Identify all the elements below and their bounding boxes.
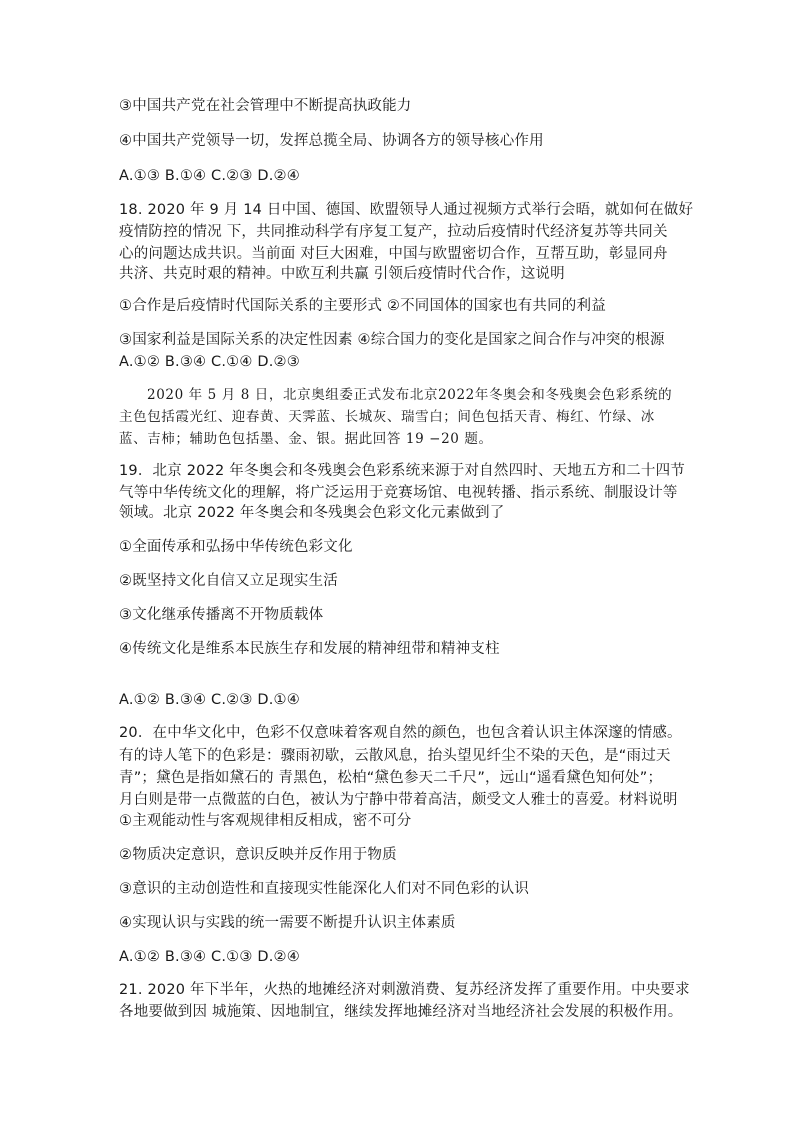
material-line: 主色包括霞光红、迎春黄、天霁蓝、长城灰、瑞雪白；间色包括天青、梅红、竹绿、冰 — [119, 409, 655, 425]
q20-option-2: ②物质决定意识，意识反映并反作用于物质 — [119, 847, 397, 863]
q18-options-1-2: ①合作是后疫情时代国际关系的主要形式 ②不同国体的国家也有共同的利益 — [119, 298, 606, 314]
q20-stem-line: 20．在中华文化中，色彩不仅意味着客观自然的颜色，也包含着认识主体深邃的情感。 — [119, 725, 682, 741]
q20-choices: A.①② B.③④ C.①③ D.②④ — [119, 949, 300, 965]
q20-option-4: ④实现认识与实践的统一需要不断提升认识主体素质 — [119, 915, 456, 931]
q20-stem-line: 青”；黛色是指如黛石的 青黑色，松柏“黛色参天二千尺”，远山“遥看黛色知何处”； — [119, 770, 663, 786]
q18-stem-line: 心的问题达成共识。当前面 对巨大困难，中国与欧盟密切合作，互帮互助，彰显同舟 — [119, 246, 668, 262]
q18-choices: A.①② B.③④ C.①④ D.②③ — [119, 354, 300, 370]
q19-stem-line: 气等中华传统文化的理解，将广泛运用于竞赛场馆、电视转播、指示系统、制服设计等 — [119, 485, 678, 501]
q20-stem-line: 有的诗人笔下的色彩是：骤雨初歇，云散风息，抬头望见纤尘不染的天色，是“雨过天 — [119, 748, 671, 764]
q18-stem-line: 疫情防控的情况 下，共同推动科学有序复工复产，拉动后疫情时代经济复苏等共同关 — [119, 224, 668, 240]
q21-stem-line: 21. 2020 年下半年，火热的地摊经济对刺激消费、复苏经济发挥了重要作用。中央要求 — [119, 982, 690, 998]
q17-choices: A.①③ B.①④ C.②③ D.②④ — [119, 168, 300, 184]
q19-stem-line: 19．北京 2022 年冬奥会和冬残奥会色彩系统来源于对自然四时、天地五方和二十四节 — [119, 463, 685, 479]
q17-option-3: ③中国共产党在社会管理中不断提高执政能力 — [119, 98, 412, 114]
q18-stem-line: 共济、共克时艰的精神。中欧互利共赢 引领后疫情时代合作，这说明 — [119, 266, 565, 282]
q17-option-4: ④中国共产党领导一切，发挥总揽全局、协调各方的领导核心作用 — [119, 133, 544, 149]
q19-option-4: ④传统文化是维系本民族生存和发展的精神纽带和精神支柱 — [119, 641, 500, 657]
q20-option-3: ③意识的主动创造性和直接现实性能深化人们对不同色彩的认识 — [119, 881, 530, 897]
q19-option-2: ②既坚持文化自信又立足现实生活 — [119, 573, 338, 589]
q19-option-1: ①全面传承和弘扬中华传统色彩文化 — [119, 539, 353, 555]
q19-choices: A.①② B.③④ C.②③ D.①④ — [119, 692, 300, 708]
q20-stem-line: 月白则是带一点微蓝的白色，被认为宁静中带着高洁，颇受文人雅士的喜爱。材料说明 — [119, 792, 678, 808]
material-line: 2020 年 5 月 8 日，北京奥组委正式发布北京2022年冬奥会和冬残奥会色彩系统的 — [147, 387, 673, 403]
q19-stem-line: 领域。北京 2022 年冬奥会和冬残奥会色彩文化元素做到了 — [119, 505, 505, 521]
q18-stem-line: 18. 2020 年 9 月 14 日中国、德国、欧盟领导人通过视频方式举行会晤，就如何在做好 — [119, 202, 694, 218]
material-line: 蓝、吉柿；辅助色包括墨、金、银。据此回答 19 −20 题。 — [119, 431, 493, 447]
q19-option-3: ③文化继承传播离不开物质载体 — [119, 607, 324, 623]
q20-option-1: ①主观能动性与客观规律相反相成，密不可分 — [119, 813, 412, 829]
q18-options-3-4: ③国家利益是国际关系的决定性因素 ④综合国力的变化是国家之间合作与冲突的根源 — [119, 332, 665, 348]
q21-stem-line: 各地要做到因 城施策、因地制宜，继续发挥地摊经济对当地经济社会发展的积极作用。 — [119, 1004, 683, 1020]
